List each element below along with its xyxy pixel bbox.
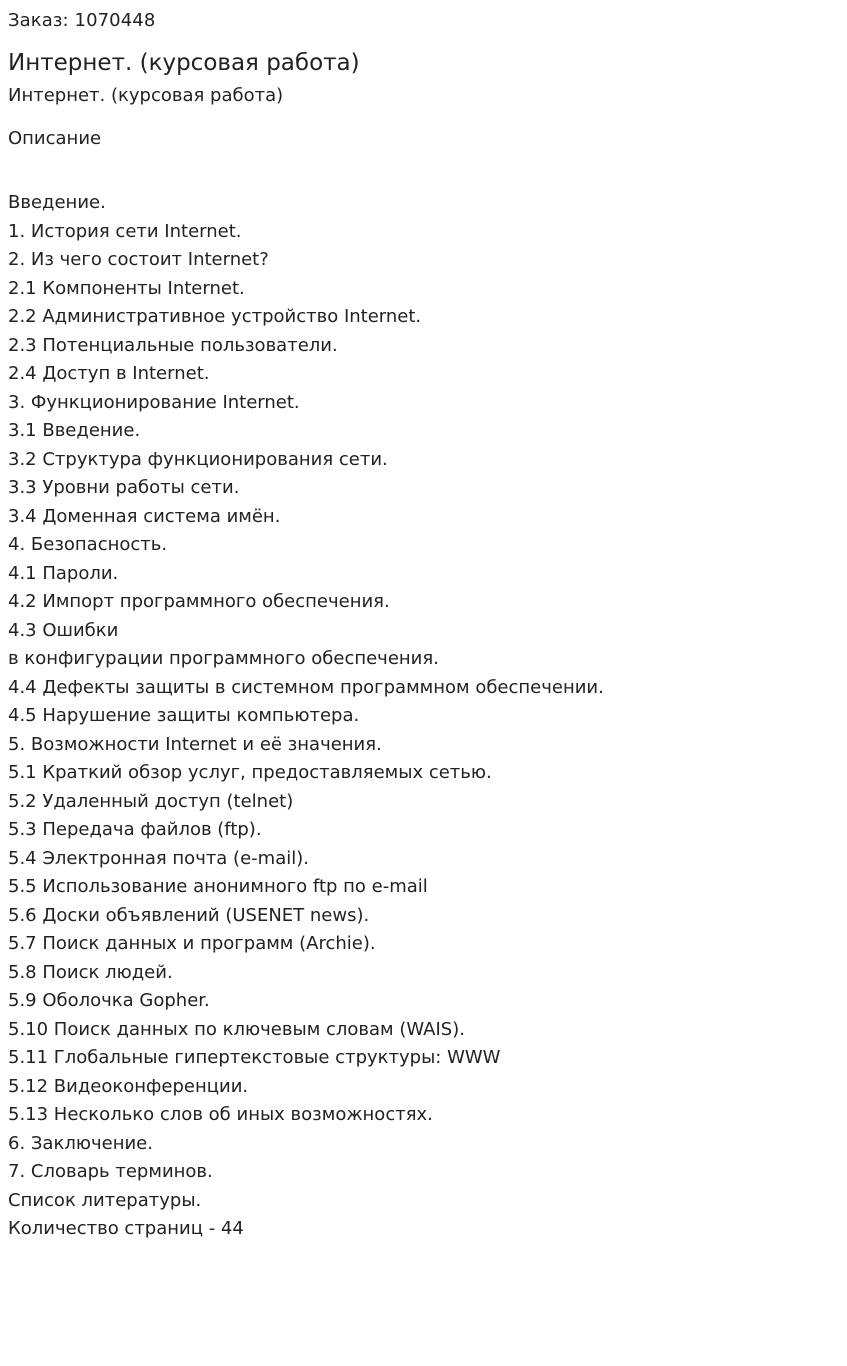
toc-item: 5.3 Передача файлов (ftp). bbox=[8, 819, 262, 840]
toc-item: 5.9 Оболочка Gopher. bbox=[8, 990, 210, 1011]
toc-item: 5.8 Поиск людей. bbox=[8, 961, 173, 983]
toc-item: 2.4 Доступ в Internet. bbox=[8, 363, 210, 384]
toc-item: 3.1 Введение. bbox=[8, 420, 141, 441]
toc-item: 5.2 Удаленный доступ (telnet) bbox=[8, 790, 294, 812]
toc-item: 2.3 Потенциальные пользователи. bbox=[8, 334, 338, 356]
toc-item: Введение. bbox=[8, 192, 106, 213]
toc-item: 4.2 Импорт программного обеспечения. bbox=[8, 591, 390, 612]
toc-item: 6. Заключение. bbox=[8, 1132, 153, 1154]
toc-item: Список литературы. bbox=[8, 1189, 202, 1211]
toc-item: в конфигурации программного обеспечения. bbox=[8, 648, 439, 669]
toc-item: 2. Из чего состоит Internet? bbox=[8, 249, 269, 270]
toc-item: 2.2 Административное устройство Internet. bbox=[8, 306, 422, 327]
toc-item: 5.4 Электронная почта (e-mail). bbox=[8, 847, 309, 869]
toc-item: 3. Функционирование Internet. bbox=[8, 391, 300, 413]
toc-item: Количество страниц - 44 bbox=[8, 1218, 244, 1239]
toc-item: 5.1 Краткий обзор услуг, предоставляемых сетью. bbox=[8, 762, 492, 783]
toc-item: 7. Словарь терминов. bbox=[8, 1161, 213, 1182]
page-subtitle: Интернет. (курсовая работа) bbox=[8, 85, 284, 106]
toc-item: 4.4 Дефекты защиты в системном программном обеспечении. bbox=[8, 676, 604, 698]
toc-item: 1. История сети Internet. bbox=[8, 220, 242, 242]
toc-item: 5.13 Несколько слов об иных возможностях. bbox=[8, 1104, 433, 1125]
toc-item: 5. Возможности Internet и её значения. bbox=[8, 733, 382, 755]
toc-item: 5.12 Видеоконференции. bbox=[8, 1075, 249, 1097]
order-number: Заказ: 1070448 bbox=[8, 10, 156, 31]
toc-item: 3.2 Структура функционирования сети. bbox=[8, 448, 388, 470]
toc-item: 4.3 Ошибки bbox=[8, 619, 119, 641]
toc-item: 5.6 Доски объявлений (USENET news). bbox=[8, 904, 370, 926]
toc-item: 4.5 Нарушение защиты компьютера. bbox=[8, 705, 360, 726]
toc-item: 5.7 Поиск данных и программ (Archie). bbox=[8, 933, 376, 954]
toc-item: 3.3 Уровни работы сети. bbox=[8, 477, 240, 498]
toc-item: 5.5 Использование анонимного ftp по e-mail bbox=[8, 876, 428, 897]
table-of-contents bbox=[8, 189, 847, 1244]
page-title: Интернет. (курсовая работа) bbox=[8, 50, 360, 76]
toc-item: 4.1 Пароли. bbox=[8, 562, 119, 584]
description-heading: Описание bbox=[8, 128, 102, 149]
toc-item: 5.11 Глобальные гипертекстовые структуры: WWW bbox=[8, 1047, 501, 1068]
toc-item: 2.1 Компоненты Internet. bbox=[8, 277, 245, 299]
toc-item: 4. Безопасность. bbox=[8, 534, 168, 555]
toc-item: 5.10 Поиск данных по ключевым словам (WAIS). bbox=[8, 1018, 465, 1040]
toc-item: 3.4 Доменная система имён. bbox=[8, 505, 281, 527]
